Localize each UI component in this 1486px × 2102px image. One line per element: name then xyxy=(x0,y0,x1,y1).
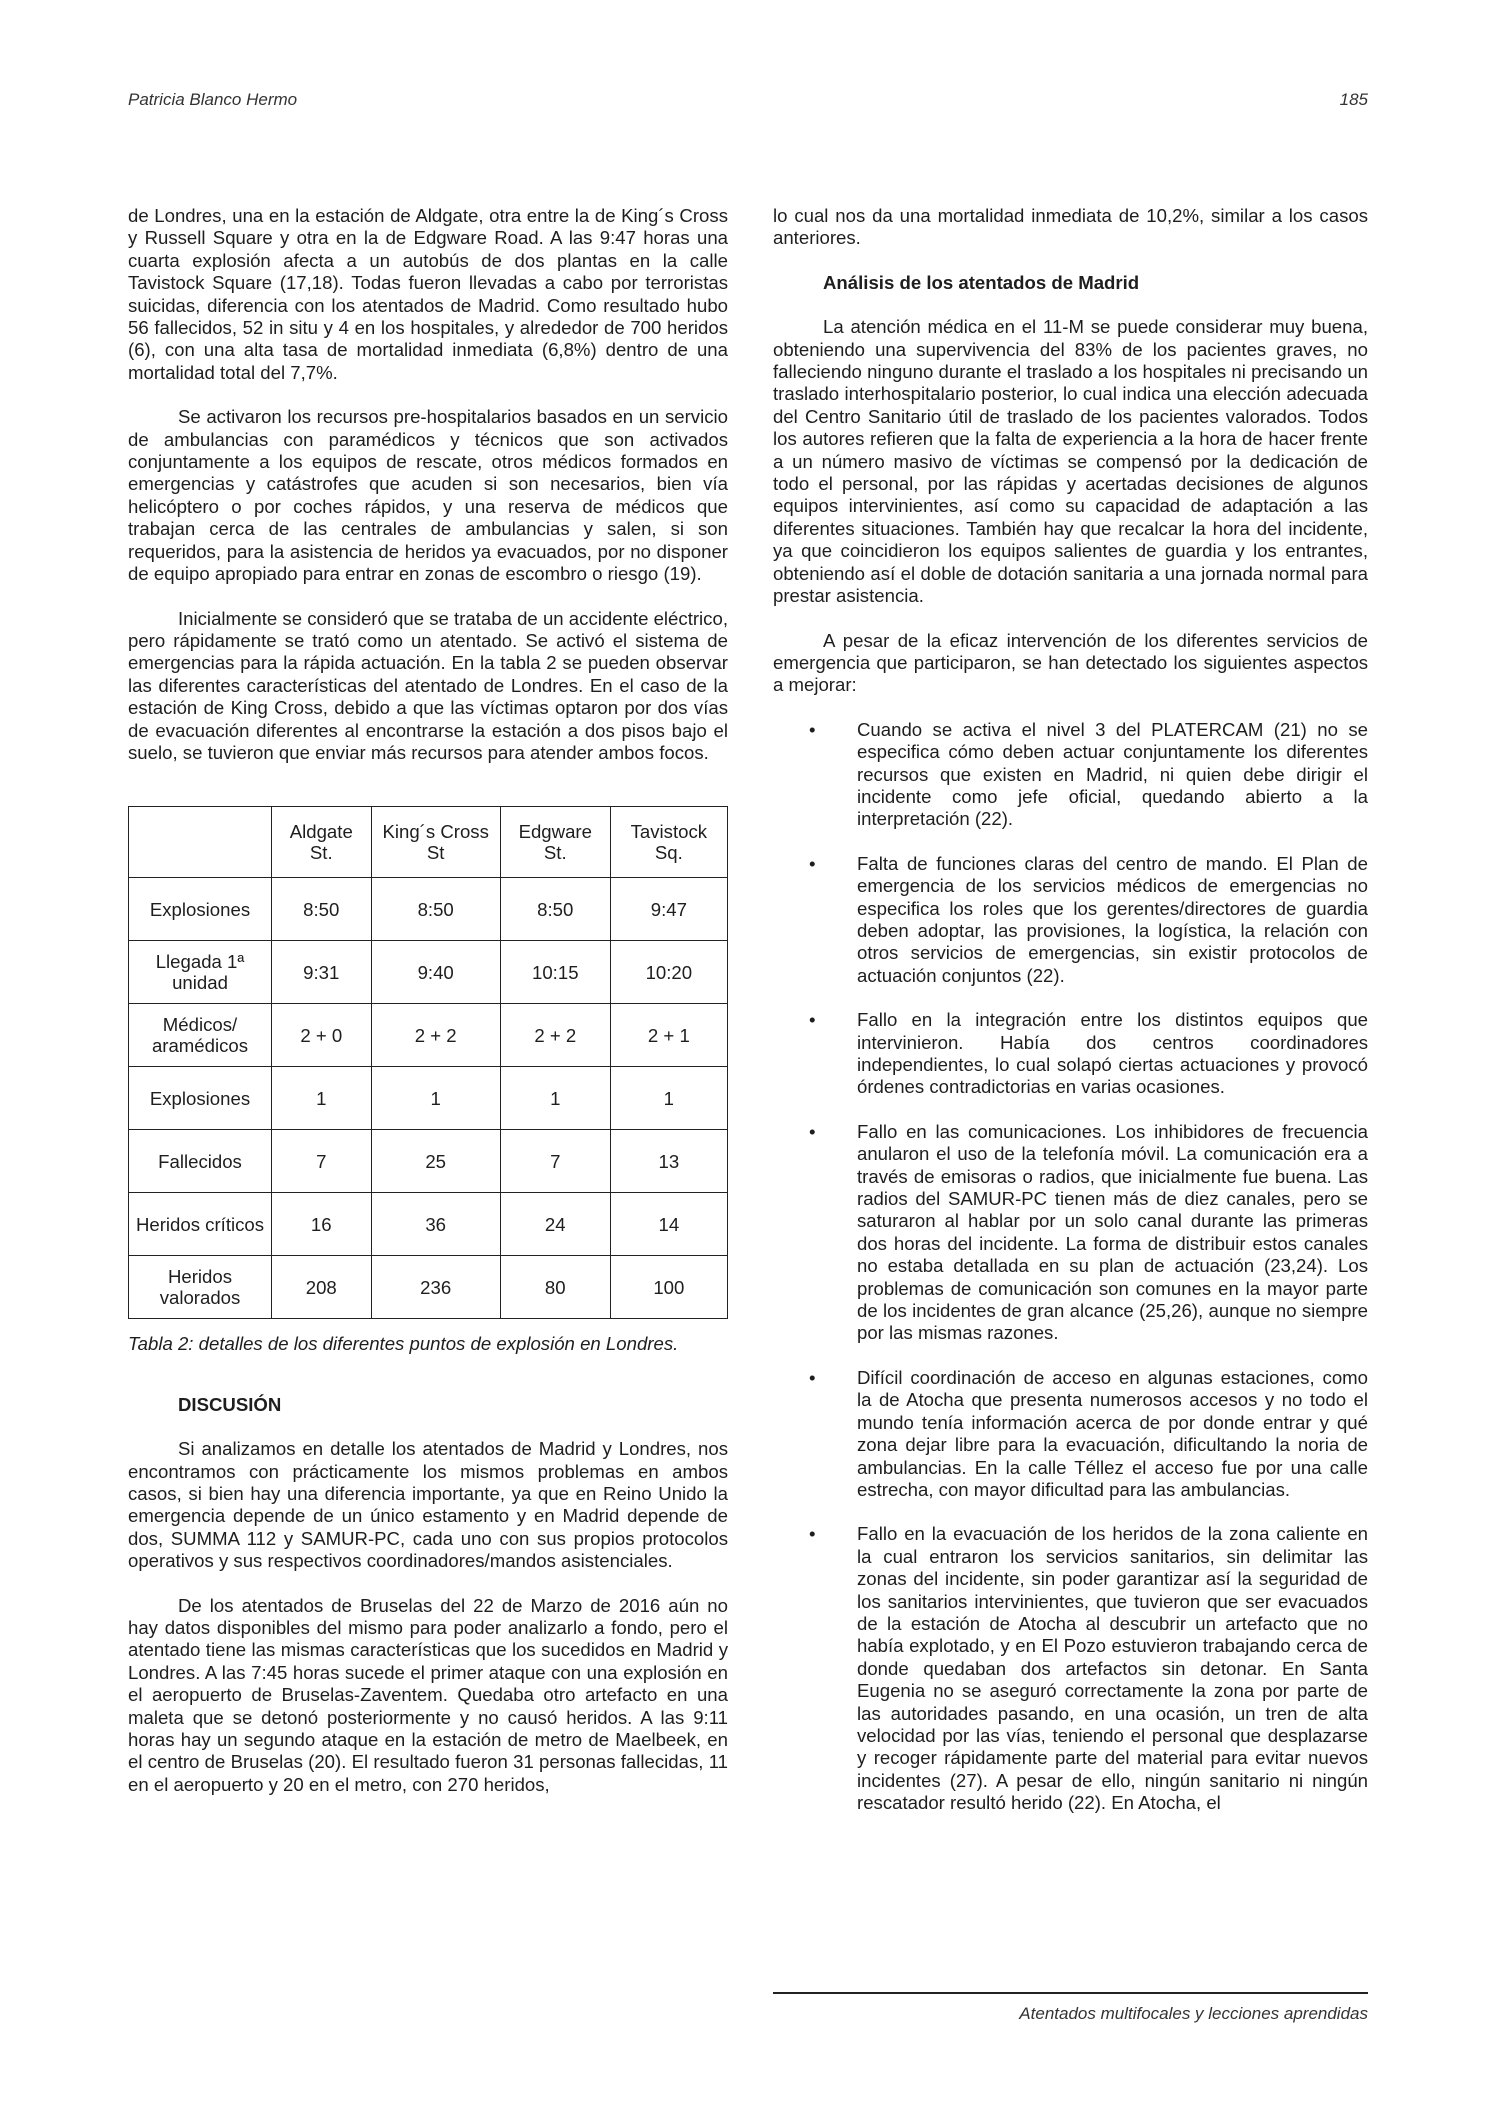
table-row xyxy=(129,1004,728,1067)
table-cell: 7 xyxy=(500,1130,610,1193)
paragraph: Se activaron los recursos pre-hospitalarios basados en un servicio de ambulancias con paramédicos y técnicos que son activados conjuntamente a los equipos de rescate, otros médicos formados en emergencias y catástrofes que acuden si son necesarios, bien vía helicóptero o por coches rápidos, y una reserva de médicos que trabajan cerca de las centrales de ambulancias y salen, si son requeridos, para la asistencia de heridos ya evacuados, por no disponer de equipo apropiado para entrar en zonas de escombro o riesgo (19). xyxy=(128,406,728,585)
list-item-text: Falta de funciones claras del centro de mando. El Plan de emergencia de los servicios médicos de emergencias no especifica los roles que los gerentes/directores de guardia deben adoptar, las provisiones, la logística, la relación con otros servicios de emergencias, sin existir protocolos de actuación conjuntos (22). xyxy=(857,852,1368,986)
running-footer: Atentados multifocales y lecciones aprendidas xyxy=(1019,2004,1368,2023)
table-cell: 14 xyxy=(610,1193,727,1256)
list-item xyxy=(773,1367,1368,1501)
table-cell: 9:31 xyxy=(272,941,372,1004)
table-row xyxy=(129,878,728,941)
footer-rule xyxy=(773,1992,1368,1994)
table-cell: 8:50 xyxy=(272,878,372,941)
left-column xyxy=(128,205,728,1818)
table-row xyxy=(129,1130,728,1193)
paragraph: Inicialmente se consideró que se trataba de un accidente eléctrico, pero rápidamente se trató como un atentado. Se activó el sistema de emergencias para la rápida actuación. En la tabla 2 se pueden observar las diferentes características del atentado de Londres. En el caso de la estación de King Cross, debido a que las víctimas optaron por dos vías de evacuación diferentes al encontrarse la estación a dos pisos bajo el suelo, se tuvieron que enviar más recursos para atender ambos focos. xyxy=(128,607,728,763)
table-cell: 25 xyxy=(371,1130,500,1193)
right-column xyxy=(773,205,1368,1837)
table-row-label: Fallecidos xyxy=(129,1130,272,1193)
table-cell: 100 xyxy=(610,1256,727,1319)
table-cell: 1 xyxy=(500,1067,610,1130)
table-cell: 10:20 xyxy=(610,941,727,1004)
table-row-label: Heridos valorados xyxy=(129,1256,272,1319)
table-row-label: Explosiones xyxy=(129,878,272,941)
table-cell: 8:50 xyxy=(371,878,500,941)
improvement-list xyxy=(773,719,1368,1815)
table-cell: 2 + 2 xyxy=(500,1004,610,1067)
list-item-text: Fallo en la evacuación de los heridos de la zona caliente en la cual entraron los servicios sanitarios, sin delimitar las zonas del incidente, sin poder garantizar así la seguridad de los sanitarios intervinientes, que tuvieron que ser evacuados de la estación de Atocha al descubrir un artefacto que no había explotado, y en El Pozo estuvieron trabajando cerca de donde quedaban dos artefactos sin detonar. En Santa Eugenia no se aseguró correctamente la zona por parte de las autoridades pasando, en una ocasión, un tren de alta velocidad por las vías, teniendo el personal que desplazarse y recoger rápidamente parte del material para evitar nuevos incidentes (27). A pesar de ello, ningún sanitario ni ningún rescatador resultó herido (22). En Atocha, el xyxy=(857,1523,1368,1814)
table-cell: 2 + 2 xyxy=(371,1004,500,1067)
table-cell: 2 + 0 xyxy=(272,1004,372,1067)
table-header-cell xyxy=(129,807,272,878)
table-cell: 9:40 xyxy=(371,941,500,1004)
list-item xyxy=(773,1523,1368,1814)
table-cell: 208 xyxy=(272,1256,372,1319)
table-row xyxy=(129,941,728,1004)
table-cell: 1 xyxy=(272,1067,372,1130)
table-header-cell: King´s Cross St xyxy=(371,807,500,878)
paragraph: de Londres, una en la estación de Aldgate, otra entre la de King´s Cross y Russell Square y otra en la de Edgware Road. A las 9:47 horas una cuarta explosión afecta a un autobús de dos plantas en la calle Tavistock Square (17,18). Todas fueron llevadas a cabo por terroristas suicidas, diferencia con los atentados de Madrid. Como resultado hubo 56 fallecidos, 52 in situ y 4 en los hospitales, y alrededor de 700 heridos (6), con una alta tasa de mortalidad inmediata (6,8%) dentro de una mortalidad total del 7,7%. xyxy=(128,205,728,383)
table-cell: 10:15 xyxy=(500,941,610,1004)
table-header-cell: Edgware St. xyxy=(500,807,610,878)
table-row xyxy=(129,1256,728,1319)
paragraph: De los atentados de Bruselas del 22 de Marzo de 2016 aún no hay datos disponibles del mismo para poder analizarlo a fondo, pero el atentado tiene las mismas características que los sucedidos en Madrid y Londres. A las 7:45 horas sucede el primer ataque con una explosión en el aeropuerto de Bruselas-Zaventem. Quedaba otro artefacto en una maleta que se detonó posteriormente y no causó heridos. A las 9:11 horas hay un segundo ataque en la estación de metro de Maelbeek, en el centro de Bruselas (20). El resultado fueron 31 personas fallecidas, 11 en el aeropuerto y 20 en el metro, con 270 heridos, xyxy=(128,1594,728,1795)
table-cell: 9:47 xyxy=(610,878,727,941)
table-row-label: Explosiones xyxy=(129,1067,272,1130)
table-cell: 13 xyxy=(610,1130,727,1193)
table-caption: Tabla 2: detalles de los diferentes puntos de explosión en Londres. xyxy=(128,1333,679,1355)
list-item-text: Cuando se activa el nivel 3 del PLATERCAM (21) no se especifica cómo deben actuar conjuntamente los diferentes recursos que existen en Madrid, ni quien debe dirigir el incidente como jefe oficial, quedando abierto a la interpretación (22). xyxy=(857,718,1368,830)
list-item-text: Difícil coordinación de acceso en algunas estaciones, como la de Atocha que presenta numerosos accesos y no todo el mundo tenía información acerca de por donde entrar y qué zona dejar libre para la evacuación, dificultando la noria de ambulancias. En la calle Téllez el acceso fue por una calle estrecha, con mayor dificultad para las ambulancias. xyxy=(857,1366,1368,1500)
paragraph: Si analizamos en detalle los atentados de Madrid y Londres, nos encontramos con prácticamente los mismos problemas en ambos casos, si bien hay una diferencia importante, ya que en Reino Unido la emergencia depende de un único estamento y en Madrid depende de dos, SUMMA 112 y SAMUR-PC, cada uno con sus propios protocolos operativos y sus respectivos coordinadores/mandos asistenciales. xyxy=(128,1438,728,1572)
paragraph: A pesar de la eficaz intervención de los diferentes servicios de emergencia que participaron, se han detectado los siguientes aspectos a mejorar: xyxy=(773,629,1368,696)
list-item xyxy=(773,1121,1368,1345)
table-row-label: Heridos críticos xyxy=(129,1193,272,1256)
list-item xyxy=(773,719,1368,831)
london-explosions-table xyxy=(128,806,728,1319)
table-cell: 80 xyxy=(500,1256,610,1319)
section-heading: DISCUSIÓN xyxy=(178,1393,282,1415)
table-cell: 236 xyxy=(371,1256,500,1319)
bullet-icon: • xyxy=(809,1120,816,1142)
table-cell: 8:50 xyxy=(500,878,610,941)
table-row-label: Médicos/ aramédicos xyxy=(129,1004,272,1067)
bullet-icon: • xyxy=(809,718,816,740)
table-cell: 36 xyxy=(371,1193,500,1256)
page-number: 185 xyxy=(1339,90,1368,109)
table-header-cell: Aldgate St. xyxy=(272,807,372,878)
table-cell: 16 xyxy=(272,1193,372,1256)
table-header-cell: Tavistock Sq. xyxy=(610,807,727,878)
table-cell: 7 xyxy=(272,1130,372,1193)
list-item-text: Fallo en las comunicaciones. Los inhibidores de frecuencia anularon el uso de la telefonía móvil. La comunicación era a través de emisoras o radios, que inicialmente fue buena. Las radios del SAMUR-PC tienen más de diez canales, pero se saturaron al hablar por un solo canal durante las primeras dos horas del incidente. La forma de distribuir estos canales no estaba detallada en su plan de actuación (23,24). Los problemas de comunicación son comunes en la mayor parte de los incidentes de gran alcance (25,26), aunque no siempre por las mismas razones. xyxy=(857,1120,1368,1344)
table-cell: 24 xyxy=(500,1193,610,1256)
subsection-heading: Análisis de los atentados de Madrid xyxy=(823,271,1140,293)
table-row-label: Llegada 1ª unidad xyxy=(129,941,272,1004)
list-item xyxy=(773,853,1368,987)
bullet-icon: • xyxy=(809,1366,816,1388)
bullet-icon: • xyxy=(809,1009,816,1031)
bullet-icon: • xyxy=(809,1523,816,1545)
table-cell: 1 xyxy=(610,1067,727,1130)
paragraph: La atención médica en el 11-M se puede considerar muy buena, obteniendo una supervivencia del 83% de los pacientes graves, no falleciendo ninguno durante el traslado a los hospitales ni precisando un traslado interhospitalario posterior, lo cual indica una elección adecuada del Centro Sanitario útil de traslado de los pacientes valorados. Todos los autores refieren que la falta de experiencia a la hora de hacer frente a un número masivo de víctimas se compensó por la dedicación de todo el personal, por las rápidas y acertadas decisiones de algunos equipos intervinientes, así como su capacidad de adaptación a las diferentes situaciones. También hay que recalcar la hora del incidente, ya que coincidieron los equipos salientes de guardia y los entrantes, obteniendo así el doble de dotación sanitaria a una jornada normal para prestar asistencia. xyxy=(773,316,1368,607)
table-row xyxy=(129,1193,728,1256)
running-head-author: Patricia Blanco Hermo xyxy=(128,90,298,109)
paragraph: lo cual nos da una mortalidad inmediata de 10,2%, similar a los casos anteriores. xyxy=(773,205,1368,249)
bullet-icon: • xyxy=(809,852,816,874)
table-row xyxy=(129,1067,728,1130)
table-cell: 2 + 1 xyxy=(610,1004,727,1067)
table-header-row xyxy=(129,807,728,878)
list-item-text: Fallo en la integración entre los distintos equipos que intervinieron. Había dos centros coordinadores independientes, lo cual solapó ciertas actuaciones y provocó órdenes contradictorias en varias ocasiones. xyxy=(857,1009,1368,1098)
list-item xyxy=(773,1009,1368,1099)
table-cell: 1 xyxy=(371,1067,500,1130)
